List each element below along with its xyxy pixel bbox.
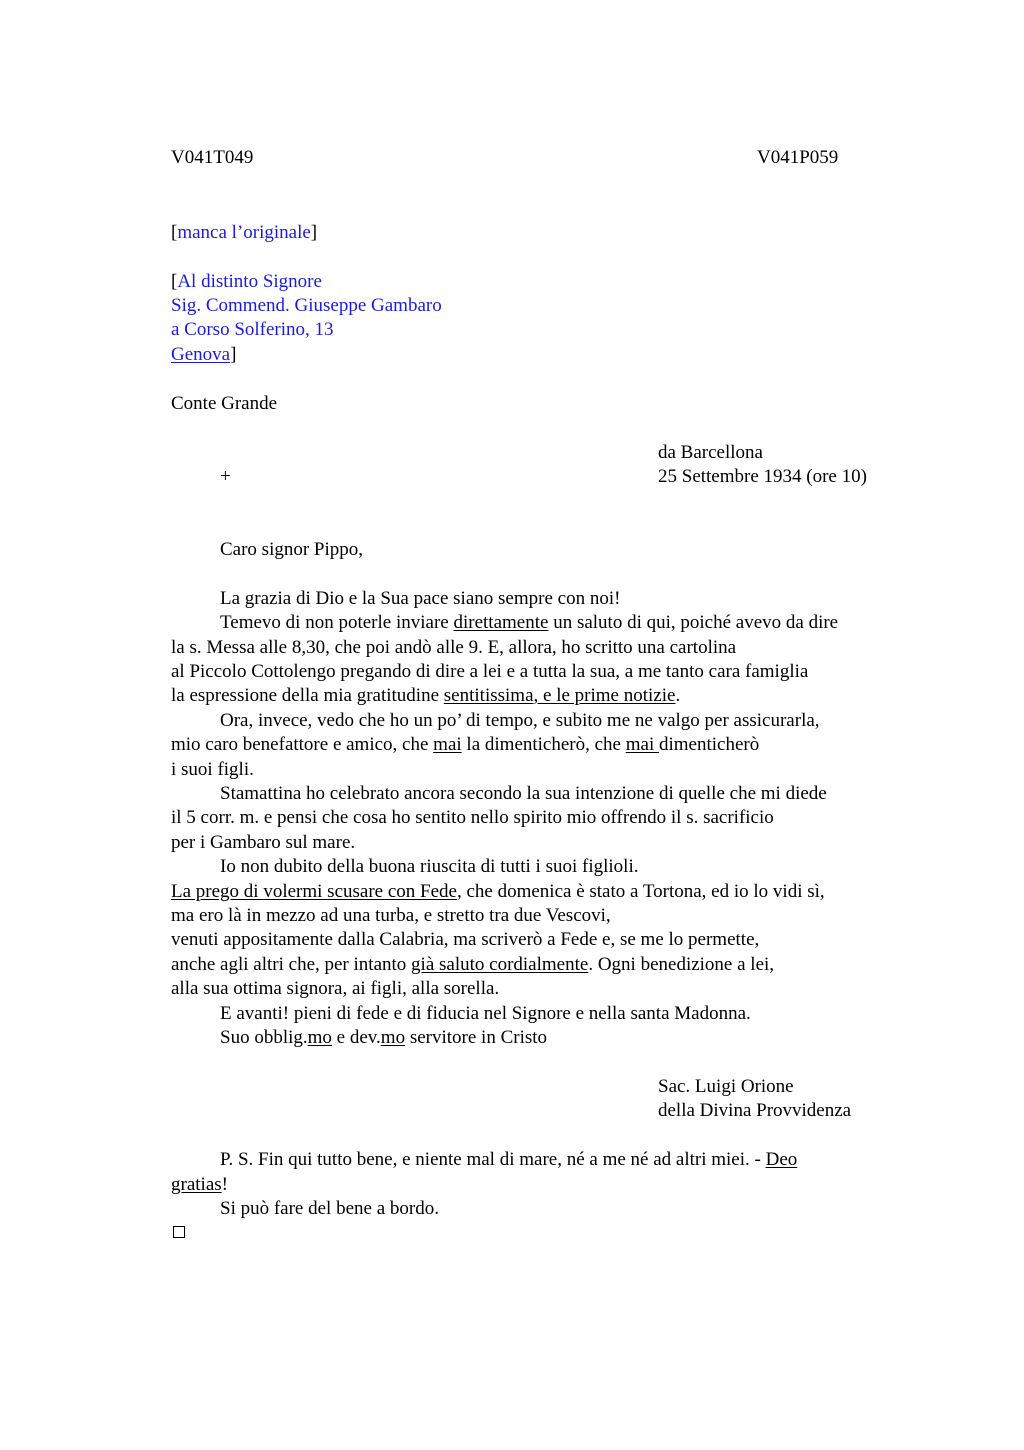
- document-code-right: V041P059: [757, 147, 839, 168]
- place-line: da Barcellona: [658, 442, 763, 463]
- body-line: La grazia di Dio e la Sua pace siano sempre con noi!: [220, 588, 621, 609]
- address-line: Genova]: [171, 344, 237, 365]
- body-line: ma ero là in mezzo ad una turba, e stretto tra due Vescovi,: [171, 905, 611, 926]
- body-line: Suo obblig.mo e dev.mo servitore in Cristo: [220, 1027, 548, 1048]
- square-end-icon: [173, 1226, 185, 1238]
- body-line: E avanti! pieni di fede e di fiducia nel Signore e nella santa Madonna.: [220, 1003, 751, 1024]
- body-line: la espressione della mia gratitudine sentitissima, e le prime notizie.: [171, 685, 681, 706]
- body-line: i suoi figli.: [171, 759, 254, 780]
- address-line: [Al distinto Signore: [171, 271, 322, 292]
- body-line: il 5 corr. m. e pensi che cosa ho sentito nello spirito mio offrendo il s. sacrificio: [171, 807, 774, 828]
- body-line: al Piccolo Cottolengo pregando di dire a lei e a tutta la sua, a me tanto cara famiglia: [171, 661, 809, 682]
- body-line: alla sua ottima signora, ai figli, alla sorella.: [171, 978, 500, 999]
- body-line: anche agli altri che, per intanto già saluto cordialmente. Ogni benedizione a lei,: [171, 954, 775, 975]
- signature-line: della Divina Provvidenza: [658, 1100, 852, 1121]
- address-line: a Corso Solferino, 13: [171, 319, 334, 340]
- postscript-line: gratias!: [171, 1174, 228, 1195]
- salutation: Caro signor Pippo,: [220, 539, 364, 560]
- body-line: per i Gambaro sul mare.: [171, 832, 356, 853]
- body-line: Temevo di non poterle inviare direttamente un saluto di qui, poiché avevo da dire: [220, 612, 839, 633]
- cross-symbol: +: [220, 466, 231, 487]
- postscript-line: P. S. Fin qui tutto bene, e niente mal di mare, né a me né ad altri miei. - Deo: [220, 1149, 798, 1170]
- body-line: Ora, invece, vedo che ho un po’ di tempo, e subito me ne valgo per assicurarla,: [220, 710, 820, 731]
- ship-name: Conte Grande: [171, 393, 278, 414]
- body-line: venuti appositamente dalla Calabria, ma scriverò a Fede e, se me lo permette,: [171, 929, 760, 950]
- postscript-line: Si può fare del bene a bordo.: [220, 1198, 439, 1219]
- body-line: mio caro benefattore e amico, che mai la dimenticherò, che mai dimenticherò: [171, 734, 760, 755]
- body-line: Io non dubito della buona riuscita di tutti i suoi figlioli.: [220, 856, 639, 877]
- body-line: la s. Messa alle 8,30, che poi andò alle 9. E, allora, ho scritto una cartolina: [171, 637, 737, 658]
- document-code-left: V041T049: [171, 147, 254, 168]
- signature-line: Sac. Luigi Orione: [658, 1076, 794, 1097]
- note-text: manca l’originale: [177, 222, 311, 243]
- address-line: Sig. Commend. Giuseppe Gambaro: [171, 295, 442, 316]
- body-line: La prego di volermi scusare con Fede, che domenica è stato a Tortona, ed io lo vidi sì,: [171, 881, 825, 902]
- editorial-note: [manca l’originale]: [171, 222, 318, 243]
- date-line: 25 Settembre 1934 (ore 10): [658, 466, 867, 487]
- body-line: Stamattina ho celebrato ancora secondo la sua intenzione di quelle che mi diede: [220, 783, 827, 804]
